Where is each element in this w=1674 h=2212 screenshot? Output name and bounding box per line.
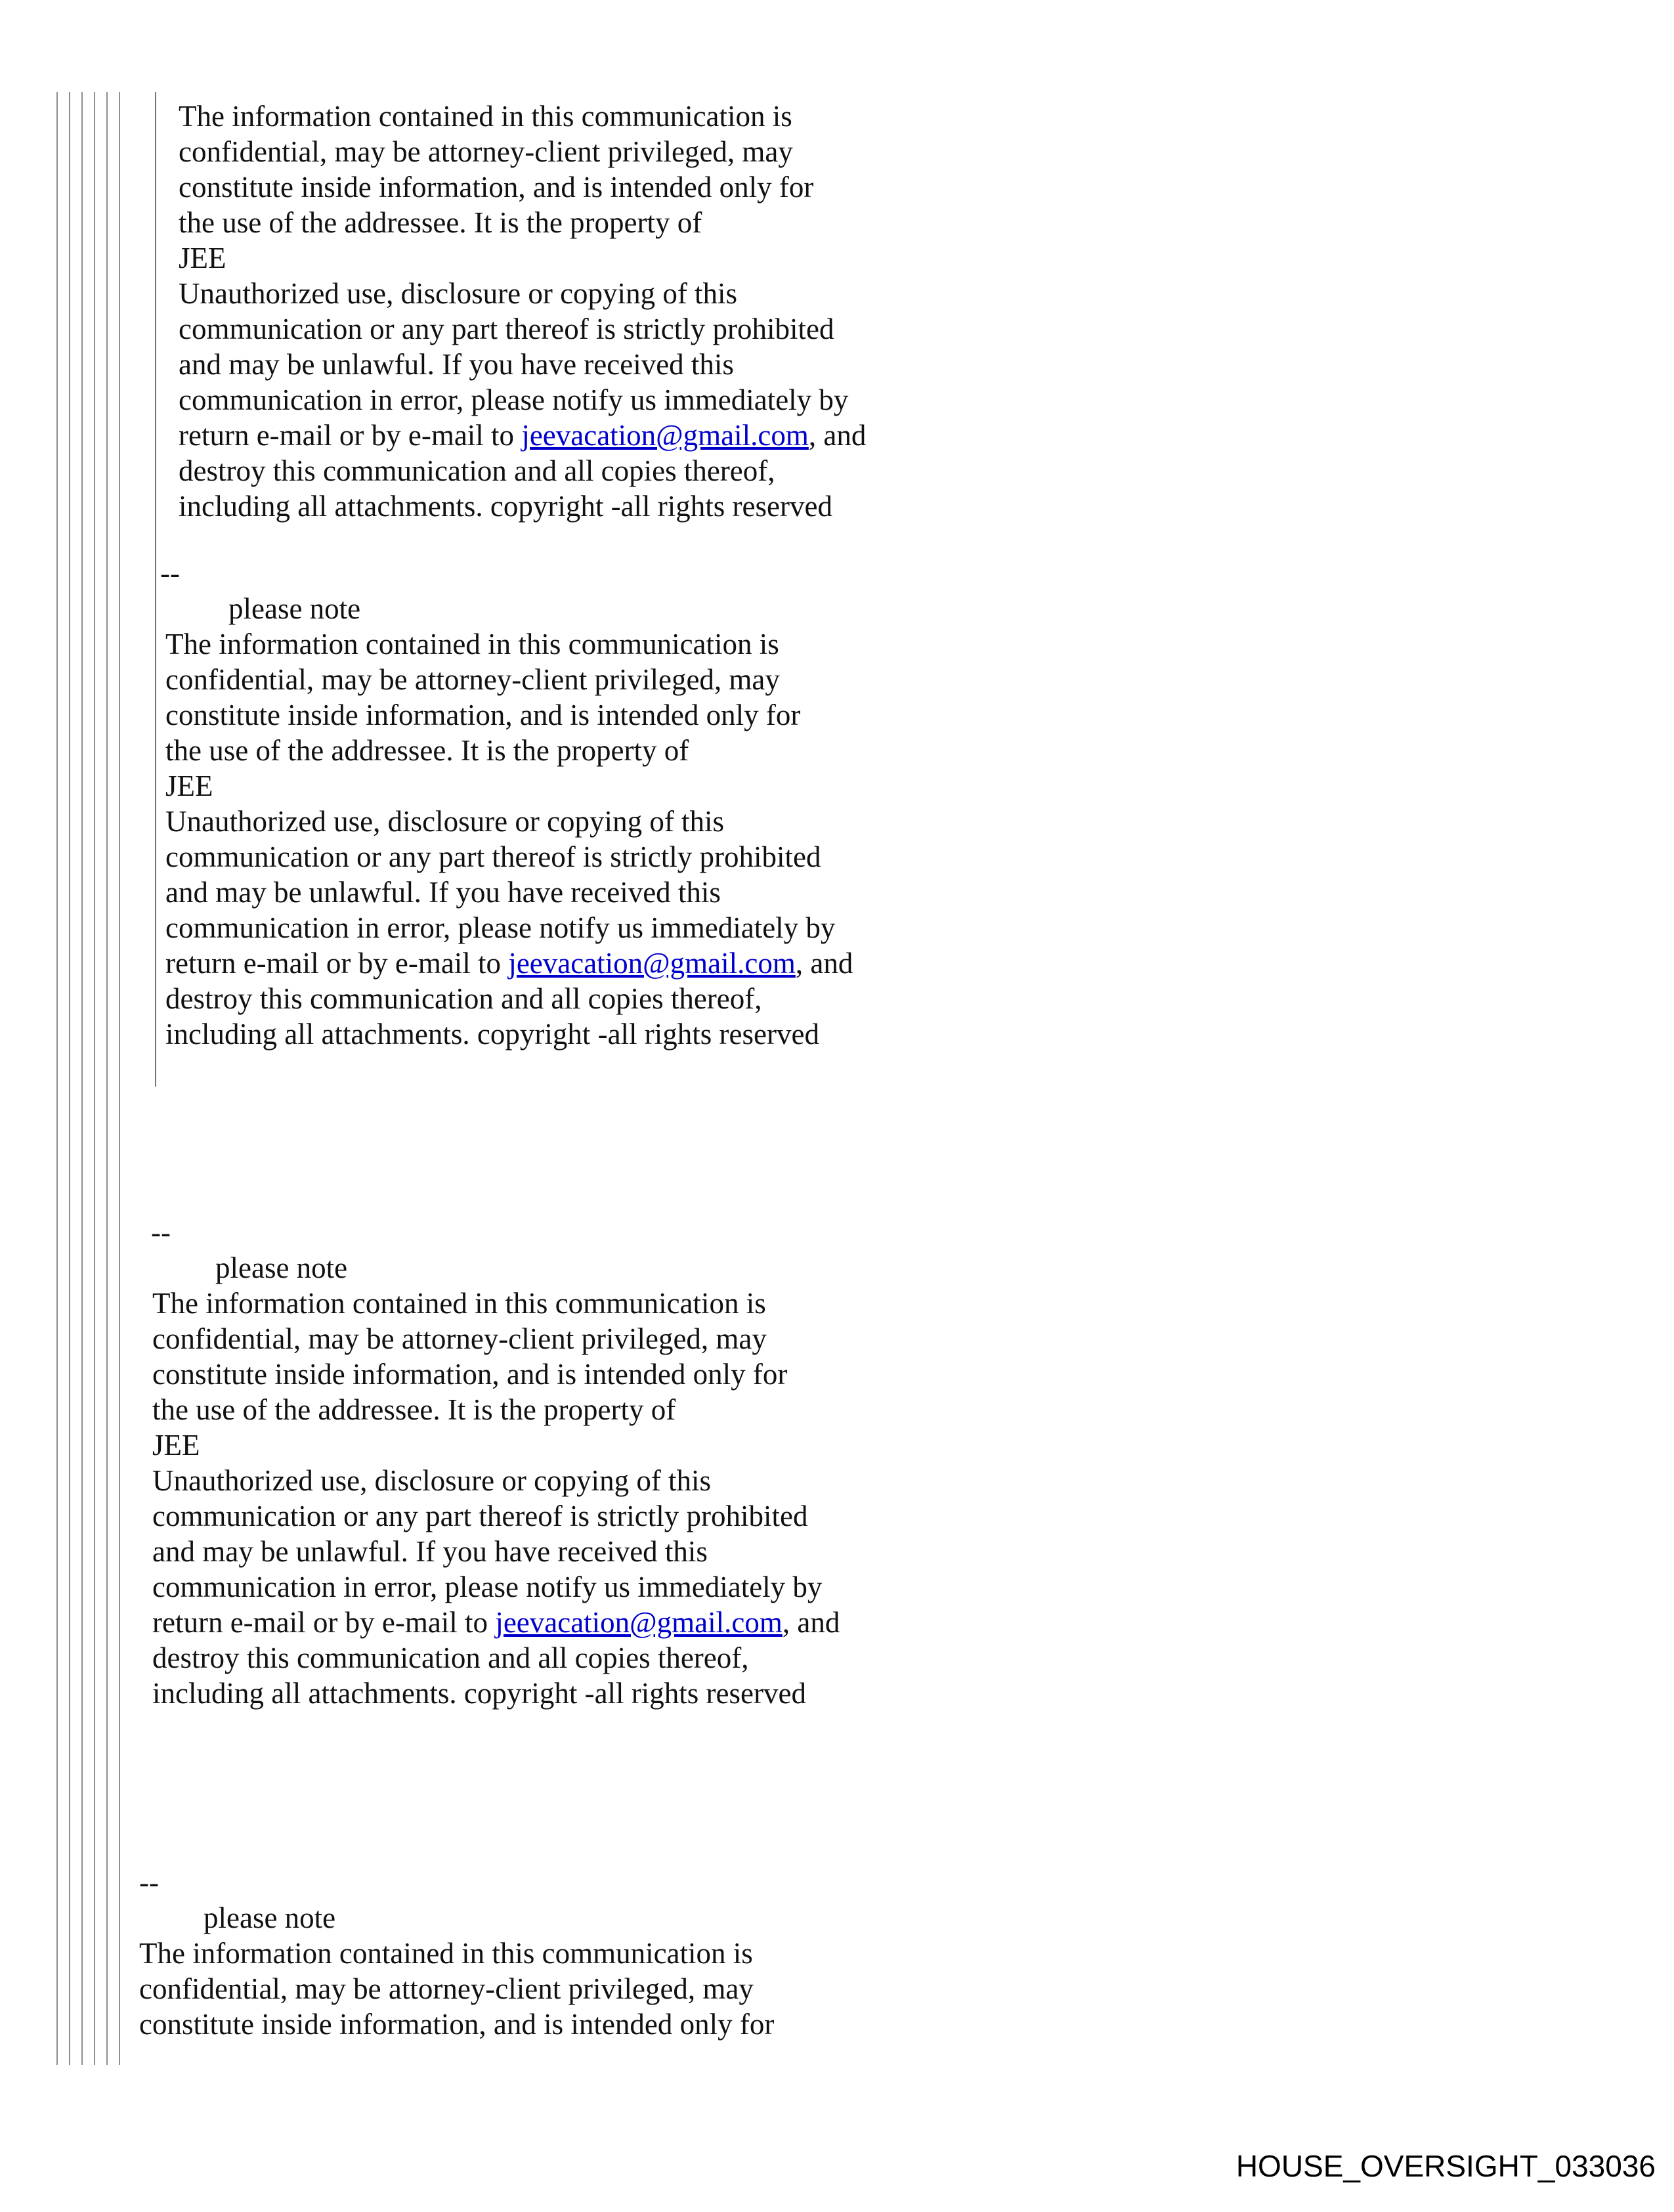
disclaimer-line: constitute inside information, and is intended only for <box>152 1358 788 1391</box>
disclaimer-line-text: return e-mail or by e-mail to <box>179 419 522 452</box>
disclaimer-line: constitute inside information, and is intended only for <box>165 699 801 731</box>
disclaimer-line: Unauthorized use, disclosure or copying of this <box>179 277 738 310</box>
disclaimer-line: communication or any part thereof is strictly prohibited <box>152 1500 808 1532</box>
disclaimer-line-text: , and <box>782 1606 840 1639</box>
disclaimer-line: destroy this communication and all copies thereof, <box>179 454 775 487</box>
disclaimer-line: communication or any part thereof is strictly prohibited <box>165 840 821 873</box>
quote-bar <box>155 92 156 1087</box>
disclaimer-line: confidential, may be attorney-client privileged, may <box>165 663 780 696</box>
disclaimer-line-text: return e-mail or by e-mail to <box>152 1606 496 1639</box>
disclaimer-line: communication in error, please notify us immediately by <box>179 383 849 416</box>
quote-separator: -- <box>160 557 180 590</box>
disclaimer-line: including all attachments. copyright -all rights reserved <box>179 490 832 523</box>
disclaimer-line: JEE <box>165 770 213 802</box>
disclaimer-line-text: , and <box>808 419 867 452</box>
bates-number: HOUSE_OVERSIGHT_033036 <box>1235 2149 1656 2183</box>
email-link[interactable]: jeevacation@gmail.com <box>508 947 796 980</box>
disclaimer-line: destroy this communication and all copies thereof, <box>165 982 762 1015</box>
please-note-label: please note <box>204 1901 336 1934</box>
disclaimer-line: communication in error, please notify us immediately by <box>165 911 836 944</box>
quote-bar <box>69 92 70 2065</box>
disclaimer-block-4 <box>139 1936 774 2042</box>
disclaimer-line: communication in error, please notify us immediately by <box>152 1571 823 1603</box>
disclaimer-line: confidential, may be attorney-client privileged, may <box>139 1972 754 2005</box>
disclaimer-line: JEE <box>179 242 226 274</box>
disclaimer-line: and may be unlawful. If you have received this <box>152 1535 708 1568</box>
quote-bar <box>56 92 58 2065</box>
disclaimer-line: JEE <box>152 1429 200 1462</box>
disclaimer-line: the use of the addressee. It is the property of <box>152 1393 676 1426</box>
disclaimer-line: The information contained in this communication is <box>179 100 792 133</box>
disclaimer-line: The information contained in this communication is <box>152 1287 766 1320</box>
please-note-label: please note <box>215 1251 348 1284</box>
disclaimer-line: constitute inside information, and is intended only for <box>139 2008 775 2041</box>
email-link[interactable]: jeevacation@gmail.com <box>495 1606 783 1639</box>
quote-bar <box>94 92 95 2065</box>
disclaimer-line: including all attachments. copyright -all rights reserved <box>165 1018 819 1051</box>
disclaimer-line: Unauthorized use, disclosure or copying of this <box>165 805 725 838</box>
disclaimer-line: the use of the addressee. It is the property of <box>165 734 689 767</box>
disclaimer-line <box>165 945 853 981</box>
disclaimer-line <box>179 418 866 453</box>
disclaimer-line-text: return e-mail or by e-mail to <box>165 947 509 980</box>
disclaimer-line <box>152 1605 840 1640</box>
disclaimer-block-3 <box>152 1286 840 1711</box>
disclaimer-line: and may be unlawful. If you have received this <box>165 876 721 909</box>
disclaimer-line: Unauthorized use, disclosure or copying of this <box>152 1464 712 1497</box>
disclaimer-block-1 <box>179 98 866 524</box>
please-note-label: please note <box>228 592 361 625</box>
disclaimer-line: and may be unlawful. If you have received this <box>179 348 734 381</box>
disclaimer-line: destroy this communication and all copies thereof, <box>152 1641 749 1674</box>
disclaimer-line: confidential, may be attorney-client privileged, may <box>179 135 793 168</box>
disclaimer-line: including all attachments. copyright -all rights reserved <box>152 1677 806 1710</box>
disclaimer-line: constitute inside information, and is intended only for <box>179 171 814 204</box>
disclaimer-line-text: , and <box>795 947 853 980</box>
quote-bar <box>81 92 83 2065</box>
disclaimer-line: The information contained in this communication is <box>165 628 779 661</box>
disclaimer-block-2 <box>165 626 853 1052</box>
quote-separator: -- <box>151 1216 171 1249</box>
quote-bar <box>106 92 108 2065</box>
disclaimer-line: confidential, may be attorney-client privileged, may <box>152 1322 767 1355</box>
quote-separator: -- <box>139 1866 159 1899</box>
quote-bar <box>119 92 120 2065</box>
disclaimer-line: the use of the addressee. It is the property of <box>179 206 702 239</box>
email-link[interactable]: jeevacation@gmail.com <box>521 419 809 452</box>
disclaimer-line: communication or any part thereof is strictly prohibited <box>179 313 834 345</box>
disclaimer-line: The information contained in this communication is <box>139 1937 753 1970</box>
